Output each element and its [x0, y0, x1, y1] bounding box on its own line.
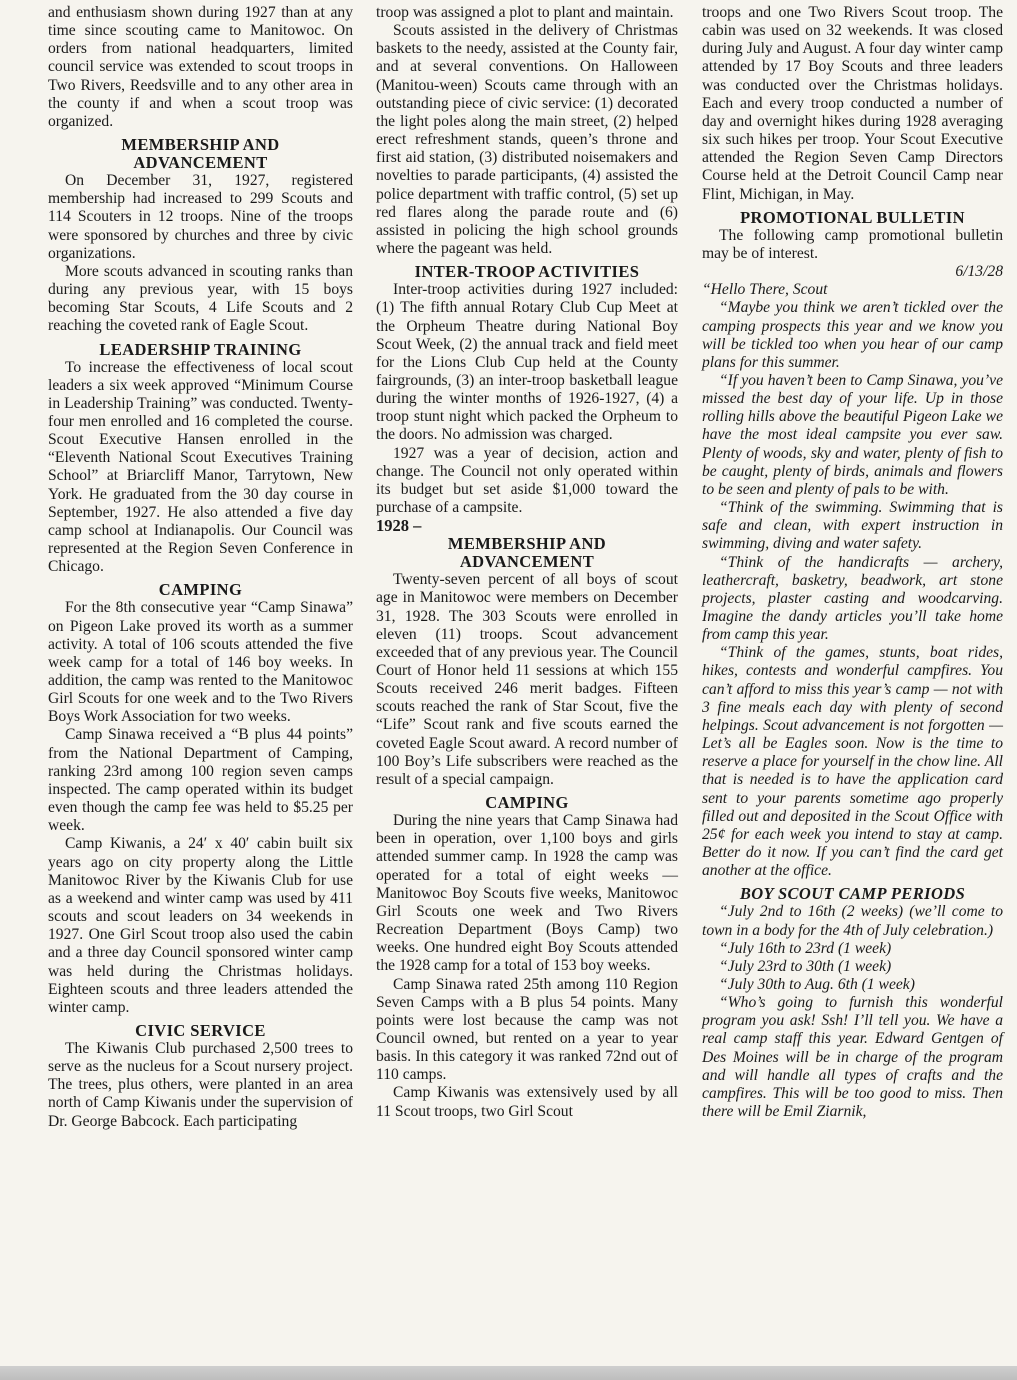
column-1 [48, 4, 353, 1131]
paragraph: The following camp promotional bulletin may be of interest. [702, 226, 1003, 262]
paragraph: and enthusiasm shown during 1927 than at any time since scouting came to Manitowoc. On orders from national headquarters, limited council service was extended to scout troops in Two Rivers, Reedsville and to any other area in the county if and when a scout troop was organized. [48, 4, 353, 130]
paragraph: Scouts assisted in the delivery of Christmas baskets to the needy, assisted at the County fair, and at several conventions. On Halloween (Manitou-ween) Scouts came through with an outstanding piece of civic service: (1) decorated the light poles along the main street, (2) helped erect refreshment stands, queen’s throne and first aid station, (3) distributed noisemakers and novelties to parade participants, (4) assisted the police department with traffic control, (5) set up red flares along the parade route and (6) assisted in policing the high school grounds where the pageant was held. [376, 22, 678, 258]
paragraph: The Kiwanis Club purchased 2,500 trees to serve as the nucleus for a Scout nursery project. The trees, plus others, were planted in an area north of Camp Kiwanis under the supervision of Dr. George Babcock. Each participating [48, 1039, 353, 1130]
bulletin-paragraph: “July 23rd to 30th (1 week) [719, 957, 892, 975]
paragraph: More scouts advanced in scouting ranks than during any previous year, with 15 boys becoming Star Scouts, 4 Life Scouts and 2 reaching the coveted rank of Eagle Scout. [48, 262, 353, 335]
heading-leadership: LEADERSHIP TRAINING [99, 339, 302, 359]
paragraph: To increase the effectiveness of local scout leaders a six week approved “Minimum Course in Leadership Training” was conducted. Twenty-four men enrolled and 16 completed the course. Scout Executive Hansen enrolled in the “Eleventh National Scout Executives Training School” at Briarcliff Manor, Tarrytown, New York. He graduated from the 30 day course in September, 1927. He also attended a five day camp school at Indianapolis. Our Council was represented at the Region Seven Conference in Chicago. [48, 358, 353, 576]
paragraph: Camp Kiwanis, a 24′ x 40′ cabin built six years ago on city property along the Little Manitowoc River by the Kiwanis Club for use as a weekend and winter camp was used by 411 scouts and scout leaders on 34 weekends in 1927. One Girl Scout troop also used the cabin and a three day Council sponsored winter camp was held during the Christmas holidays. Eighteen scouts and three leaders attended the winter camp. [48, 835, 353, 1016]
bulletin-paragraph: “Think of the handicrafts — archery, leathercraft, basketry, beadwork, art stone projects, plaster casting and woodcarving. Imagine the dandy articles you’ll take home from camp this year. [702, 553, 1003, 644]
heading-camping: CAMPING [485, 793, 569, 813]
bulletin-paragraph: “Think of the swimming. Swimming that is safe and clean, with expert instruction in swimming, diving and water safety. [702, 499, 1003, 553]
heading-line: ADVANCEMENT [459, 552, 595, 572]
paragraph: Camp Kiwanis was extensively used by all 11 Scout troops, two Girl Scout [376, 1084, 678, 1120]
year-heading: 1928 – [376, 516, 422, 536]
heading-line: MEMBERSHIP AND [121, 135, 280, 155]
paragraph: On December 31, 1927, registered membership had increased to 299 Scouts and 114 Scouters in 12 troops. Nine of the troops were sponsored by churches and three by civic organizations. [48, 172, 353, 262]
column-3 [702, 4, 1003, 1121]
bulletin-paragraph: “Who’s going to furnish this wonderful program you ask! Ssh! I’ll tell you. We have a real camp staff this year. Edward Gentgen of Des Moines will be in charge of the program and will handle all types of crafts and the campfires. This will be too good to miss. Then there will be Emil Ziarnik, [702, 994, 1003, 1121]
bulletin-paragraph: “Maybe you think we aren’t tickled over the camping prospects this year and we know you will be tickled too when you hear of our camp plans for this summer. [702, 299, 1003, 371]
paragraph: Camp Sinawa rated 25th among 110 Region Seven Camps with a B plus 54 points. Many points were lost because the camp was not Council owned, but rented on a year to year basis. In this category it was ranked 72nd out of 110 camps. [376, 975, 678, 1084]
heading-membership [376, 535, 678, 571]
bulletin-date: 6/13/28 [955, 263, 1003, 281]
paragraph: For the 8th consecutive year “Camp Sinawa” on Pigeon Lake proved its worth as a summer activity. A total of 106 scouts attended the five week camp for a total of 146 boy weeks. In addition, the camp was rented to the Manitowoc Girl Scouts for one week and to the Two Rivers Boys Work Association for two weeks. [48, 599, 353, 726]
paragraph: troops and one Two Rivers Scout troop. The cabin was used on 32 weekends. It was closed during July and August. A four day winter camp attended by 17 Boy Scouts and three leaders was conducted over the Christmas holidays. Each and every troop conducted a number of day and overnight hikes during 1928 averaging six such hikes per troop. Your Scout Executive attended the Region Seven Camp Directors Course held at the Detroit Council Camp near Flint, Michigan, in May. [702, 4, 1003, 203]
scan-bottom-edge [0, 1366, 1017, 1380]
heading-promotional-bulletin: PROMOTIONAL BULLETIN [740, 207, 965, 227]
bulletin-paragraph: “July 2nd to 16th (2 weeks) (we’ll come to town in a body for the 4th of July celebration.) [702, 903, 1003, 939]
paragraph: 1927 was a year of decision, action and change. The Council not only operated within its budget but set aside $1,000 toward the purchase of a campsite. [376, 444, 678, 517]
paragraph: During the nine years that Camp Sinawa had been in operation, over 1,100 boys and girls attended summer camp. In 1928 the camp was operated for a total of eight weeks — Manitowoc Boy Scouts five weeks, Manitowoc Girl Scouts one week and Two Rivers Recreation Department (Boys Camp) two weeks. One hundred eight Boy Scouts attended the 1928 camp for a total of 153 boy weeks. [376, 812, 678, 975]
paragraph: troop was assigned a plot to plant and maintain. [376, 4, 674, 21]
paragraph: Camp Sinawa received a “B plus 44 points” from the National Department of Camping, ranking 23rd among 100 region seven camps inspected. The camp operated within its budget even though the camp fee was held to $5.25 per week. [48, 726, 353, 835]
bulletin-paragraph: “Hello There, Scout [702, 281, 828, 299]
bulletin-paragraph: “July 16th to 23rd (1 week) [719, 939, 892, 957]
heading-membership [48, 136, 353, 172]
heading-camping: CAMPING [158, 580, 243, 600]
bulletin-paragraph: “If you haven’t been to Camp Sinawa, you’ve missed the best day of your life. Up in those rolling hills above the beautiful Pigeon Lake we have the most ideal campsite you ever saw. Plenty of woods, sky and water, plenty of fish to be caught, plenty of birds, animals and flowers to be seen and plenty of pals to be with. [702, 371, 1003, 498]
paragraph: Twenty-seven percent of all boys of scout age in Manitowoc were members on December 31, 1928. The 303 Scouts were enrolled in eleven (11) troops. Scout advancement exceeded that of any previous year. The Council Court of Honor held 11 sessions at which 155 Scouts received 246 merit badges. Fifteen scouts reached the rank of Star Scout, five the “Life” Scout rank and five scouts earned the coveted Eagle Scout award. A record number of 100 Boy’s Life subscribers were reached as the result of a special campaign. [376, 571, 678, 788]
heading-civic-service: CIVIC SERVICE [135, 1020, 266, 1040]
heading-inter-troop: INTER-TROOP ACTIVITIES [414, 262, 640, 282]
heading-line: ADVANCEMENT [133, 153, 268, 173]
paragraph: Inter-troop activities during 1927 included: (1) The fifth annual Rotary Club Cup Meet at the Orpheum Theatre during National Boy Scout Week, (2) the annual track and field meet for the Lions Club Cup held at the County fairgrounds, (3) an inter-troop basketball league during the winter months of 1926-1927, (4) a troop stunt night which packed the Orpheum to the doors. No admission was charged. [376, 281, 678, 444]
heading-camp-periods: BOY SCOUT CAMP PERIODS [739, 884, 966, 904]
bulletin-paragraph: “July 30th to Aug. 6th (1 week) [719, 975, 915, 993]
column-2 [376, 4, 678, 1121]
heading-line: MEMBERSHIP AND [447, 534, 607, 554]
bulletin-paragraph: “Think of the games, stunts, boat rides, hikes, contests and wonderful campfires. You can’t afford to miss this year’s camp — not with 3 fine meals each day with plenty of second helpings. Scout advancement is not forgotten — Let’s all be Eagles soon. Now is the time to reserve a place for yourself in the chow line. All that is needed is to have the application card sent to your parents sometime ago properly filled out and deposited in the Scout Office with 25¢ for each week you intend to stay at camp. Better do it now. If you can’t find the card get another at the office. [702, 644, 1003, 880]
